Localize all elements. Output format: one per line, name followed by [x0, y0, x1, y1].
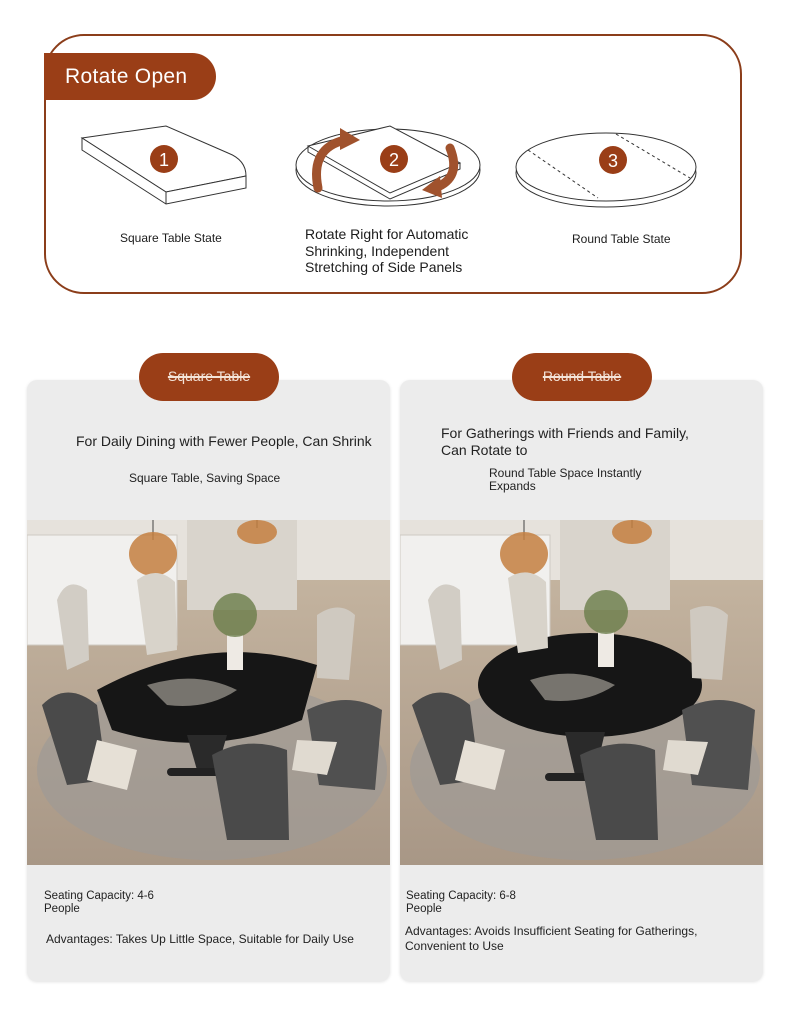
round-card-advantages-line: Advantages: Avoids Insufficient Seating for Gatherings, [405, 924, 698, 938]
step-2-caption [305, 226, 505, 276]
step-1-number: 1 [158, 150, 170, 170]
step-3-round-table-illustration [512, 118, 702, 213]
square-table-photo [27, 520, 390, 865]
square-card-headline: For Daily Dining with Fewer People, Can Shrink [76, 433, 372, 449]
round-card-headline [441, 425, 689, 459]
square-card-capacity [44, 890, 154, 916]
round-card-capacity-line: Seating Capacity: 6-8 [406, 890, 516, 902]
rotate-open-badge: Rotate Open [44, 53, 216, 100]
round-table-card [400, 380, 763, 981]
round-card-advantages-line: Convenient to Use [405, 939, 504, 953]
square-card-capacity-line: Seating Capacity: 4-6 [44, 890, 154, 902]
round-card-subtitle [489, 467, 642, 493]
step-2-rotating-table-illustration [290, 118, 485, 213]
square-table-card [27, 380, 390, 981]
square-card-advantages: Advantages: Takes Up Little Space, Suitable for Daily Use [46, 932, 354, 946]
square-table-label-pill: Square Table [139, 353, 279, 401]
step-2-caption-line: Shrinking, Independent [305, 242, 449, 259]
step-1-square-table-illustration [78, 118, 253, 208]
step-1-caption: Square Table State [120, 231, 222, 245]
round-card-capacity [406, 890, 516, 916]
square-card-capacity-line: People [44, 903, 80, 915]
step-2-caption-line: Stretching of Side Panels [305, 259, 463, 275]
step-3-caption: Round Table State [572, 232, 671, 246]
step-2-number: 2 [388, 150, 400, 170]
round-card-advantages [405, 924, 697, 954]
step-2-caption-line: Rotate Right for Automatic [305, 226, 469, 242]
round-card-headline-line: For Gatherings with Friends and Family, [441, 425, 689, 441]
round-card-subtitle-line: Round Table Space Instantly [489, 466, 642, 480]
round-card-subtitle-line: Expands [489, 479, 536, 493]
round-table-photo [400, 520, 763, 865]
round-table-label-pill: Round Table [512, 353, 652, 401]
round-card-headline-line: Can Rotate to [441, 442, 528, 458]
round-card-capacity-line: People [406, 903, 442, 915]
step-3-number: 3 [607, 151, 619, 171]
square-card-subtitle: Square Table, Saving Space [129, 471, 281, 485]
